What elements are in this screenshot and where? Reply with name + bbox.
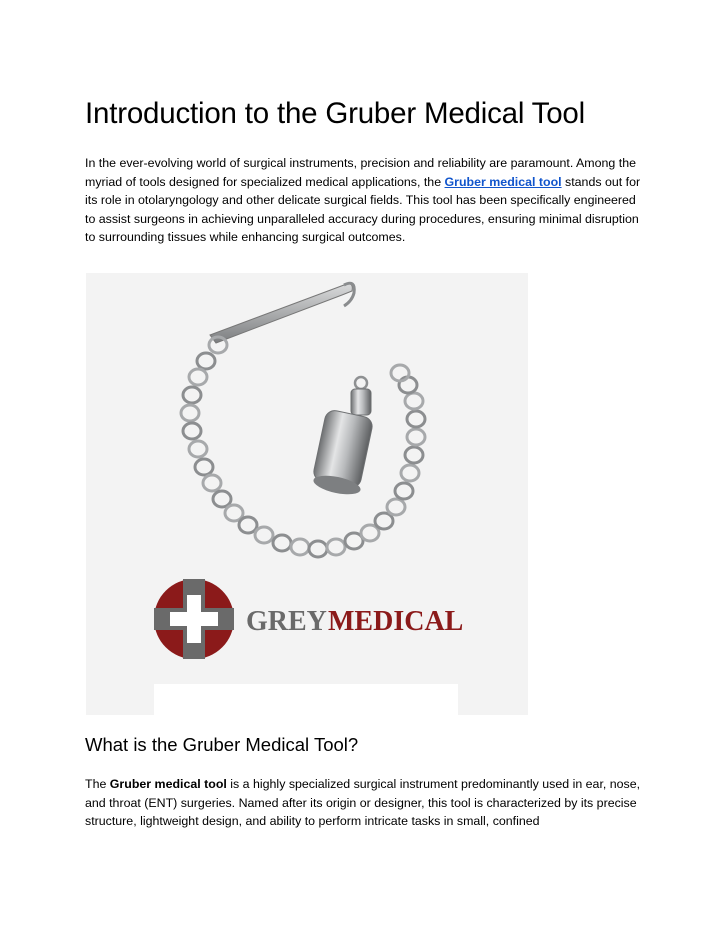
image-bottom-strip bbox=[154, 684, 458, 715]
logo-text-grey: GREY bbox=[246, 606, 327, 637]
gruber-tool-photo bbox=[86, 273, 528, 715]
logo-text-medical: MEDICAL bbox=[328, 606, 464, 637]
intro-text-end: stands out for its role in otolaryngology and other delicate surgical fields. This tool has been specifically engineered to assist surgeons in achieving unparalleled accuracy during procedures, ensuring minimal disruption to surrounding tissues while enhancing surgical outcomes. bbox=[85, 174, 641, 245]
intro-paragraph bbox=[85, 154, 641, 247]
gruber-medical-tool-link[interactable]: Gruber medical tool bbox=[444, 174, 562, 189]
section-text-bold: Gruber medical tool bbox=[109, 777, 227, 791]
intro-text-start: In the ever-evolving world of surgical instruments, precision and reliability are paramount. Among the myriad of tools designed for specialized medical applications, the bbox=[85, 156, 636, 189]
section-text-rest: is a highly specialized surgical instrument predominantly used in ear, nose, and throat (ENT) surgeries. Named after its origin or designer, this tool is characterized by its precise structure, lightweight design, and ability to perform intricate tasks in small, confined bbox=[85, 777, 641, 829]
section-heading: What is the Gruber Medical Tool? bbox=[85, 734, 359, 755]
product-image bbox=[86, 273, 528, 715]
section-text-prefix: The bbox=[85, 777, 110, 791]
section-paragraph bbox=[85, 775, 641, 831]
page-title: Introduction to the Gruber Medical Tool bbox=[85, 97, 585, 130]
